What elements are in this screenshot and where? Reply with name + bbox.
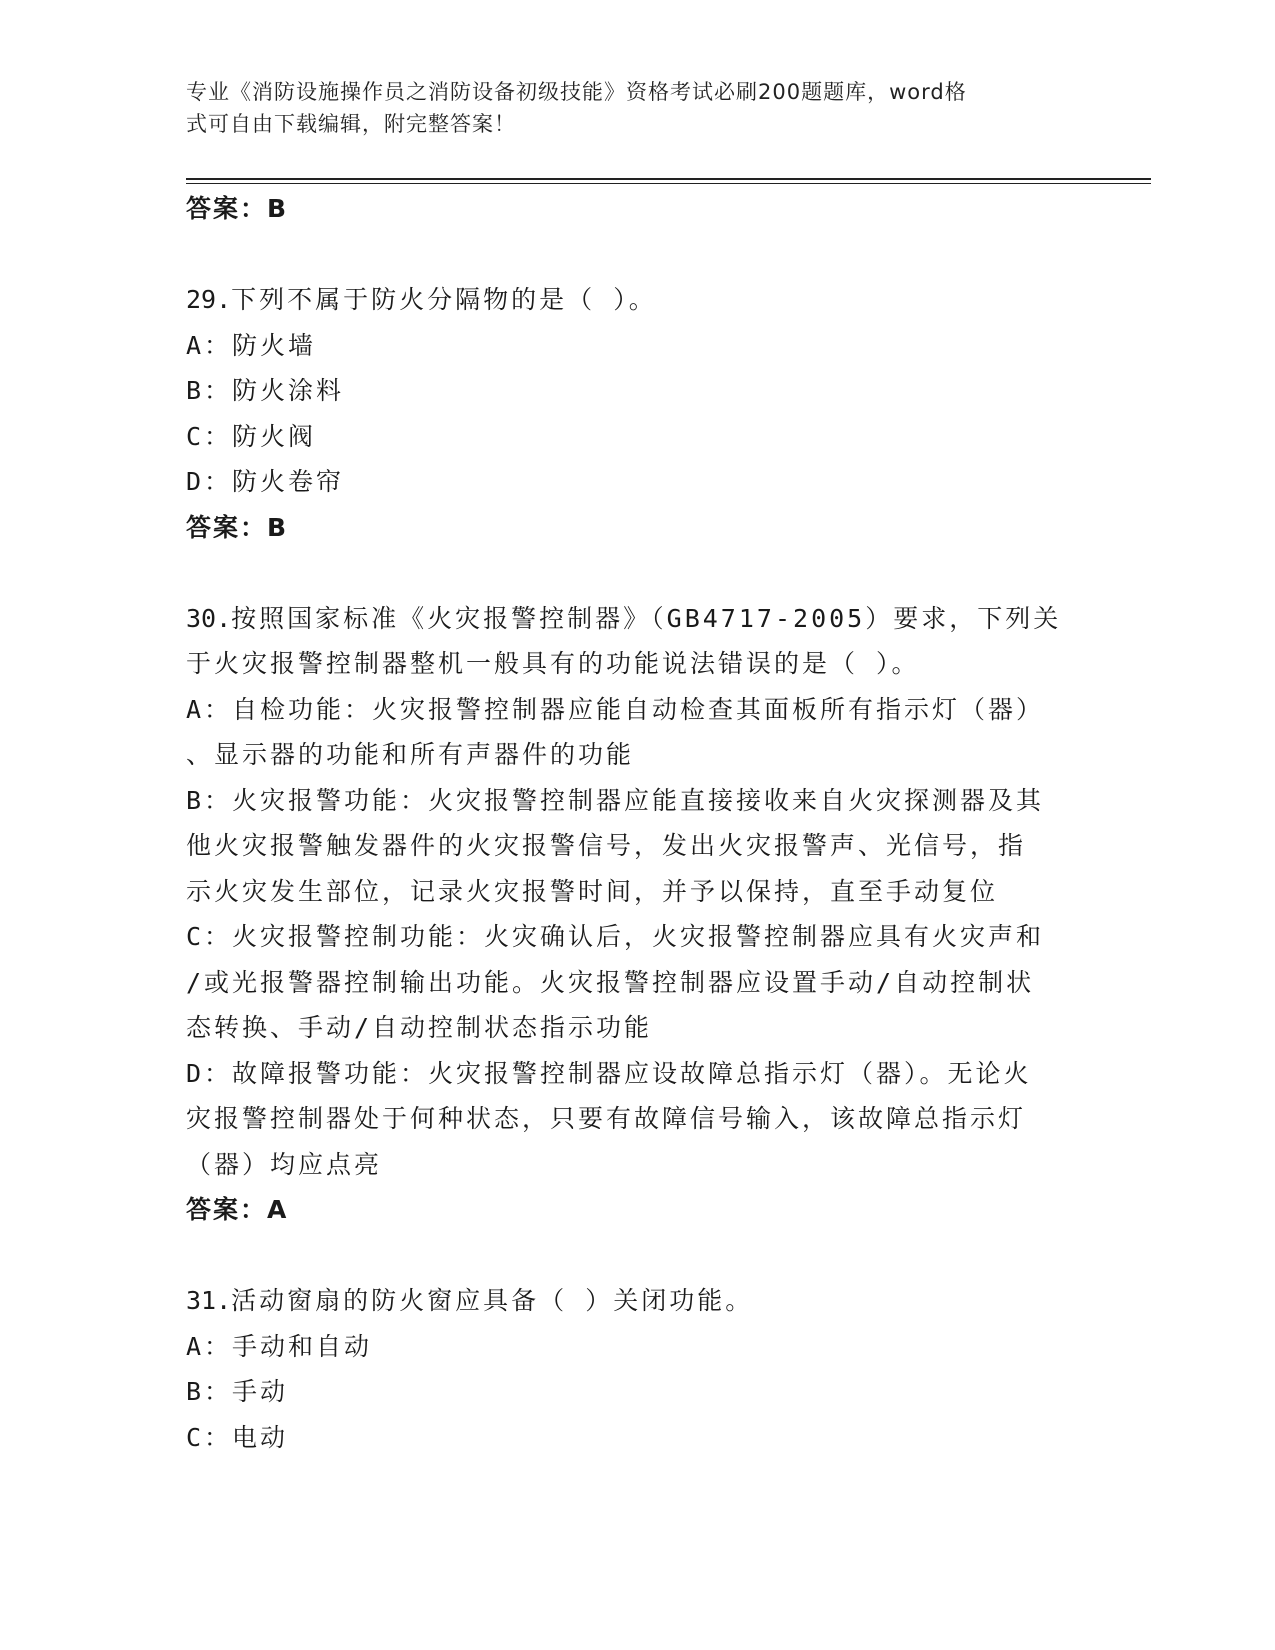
option-line: A：防火墙 — [186, 330, 317, 360]
option-line: B：防火涂料 — [186, 376, 345, 405]
question-stem-text: 按照国家标准《火灾报警控制器》（GB4717-2005）要求，下列关 — [231, 603, 1062, 633]
document-page — [186, 0, 1086, 1650]
option-line: B：火灾报警功能：火灾报警控制器应能直接接收来自火灾探测器及其 — [186, 785, 1045, 815]
question-block — [186, 596, 1086, 1279]
question-stem-text: 下列不属于防火分隔物的是（ ）。 — [231, 285, 657, 314]
header-line-2: 式可自由下载编辑，附完整答案！ — [186, 112, 516, 136]
option-line-continued: 态转换、手动/自动控制状态指示功能 — [186, 1013, 653, 1042]
questions-container — [186, 277, 1086, 1460]
header-rule-thin — [186, 183, 1151, 184]
spacer — [186, 1233, 1086, 1279]
option-line: B：手动 — [186, 1377, 289, 1406]
option-line: D：故障报警功能：火灾报警控制器应设故障总指示灯（器）。无论火 — [186, 1058, 1032, 1088]
header-rule-thick — [186, 178, 1151, 180]
option-line-continued: 他火灾报警触发器件的火灾报警信号，发出火灾报警声、光信号，指 — [186, 831, 1027, 860]
option-line: C：电动 — [186, 1422, 289, 1452]
answer-line: 答案：B — [186, 512, 289, 542]
spacer — [186, 550, 1086, 596]
answer-line: 答案：A — [186, 1195, 289, 1224]
option-line-continued: /或光报警器控制输出功能。火灾报警控制器应设置手动/自动控制状 — [186, 967, 1035, 997]
option-line: A：自检功能：火灾报警控制器应能自动检查其面板所有指示灯（器） — [186, 694, 1045, 724]
question-stem — [186, 596, 1086, 642]
option-line-continued: （器）均应点亮 — [186, 1149, 383, 1179]
question-stem-text: 活动窗扇的防火窗应具备（ ）关闭功能。 — [231, 1286, 754, 1315]
question-stem-text: 于火灾报警控制器整机一般具有的功能说法错误的是（ ）。 — [186, 649, 920, 678]
question-stem-continued — [186, 641, 1086, 687]
question-number: 31. — [186, 1286, 232, 1315]
question-block — [186, 1278, 1086, 1460]
option-line: C：防火阀 — [186, 421, 317, 451]
option-line: C：火灾报警控制功能：火灾确认后，火灾报警控制器应具有火灾声和 — [186, 922, 1045, 951]
question-number: 29. — [186, 285, 232, 314]
option-line-continued: 灾报警控制器处于何种状态，只要有故障信号输入，该故障总指示灯 — [186, 1104, 1027, 1133]
question-stem — [186, 1278, 1086, 1324]
question-block — [186, 277, 1086, 596]
option-line-continued: 示火灾发生部位，记录火灾报警时间，并予以保持，直至手动复位 — [186, 876, 999, 906]
header-line-1: 专业《消防设施操作员之消防设备初级技能》资格考试必刷200题题库，word格 — [186, 80, 967, 104]
question-number: 30. — [186, 603, 232, 633]
option-line: D：防火卷帘 — [186, 467, 345, 496]
spacer — [186, 232, 1086, 278]
question-list — [186, 186, 1086, 1460]
page-header — [186, 76, 1066, 140]
previous-answer: 答案：B — [186, 194, 289, 223]
question-stem — [186, 277, 1086, 323]
option-line: A：手动和自动 — [186, 1331, 373, 1361]
option-line-continued: 、显示器的功能和所有声器件的功能 — [186, 740, 635, 769]
